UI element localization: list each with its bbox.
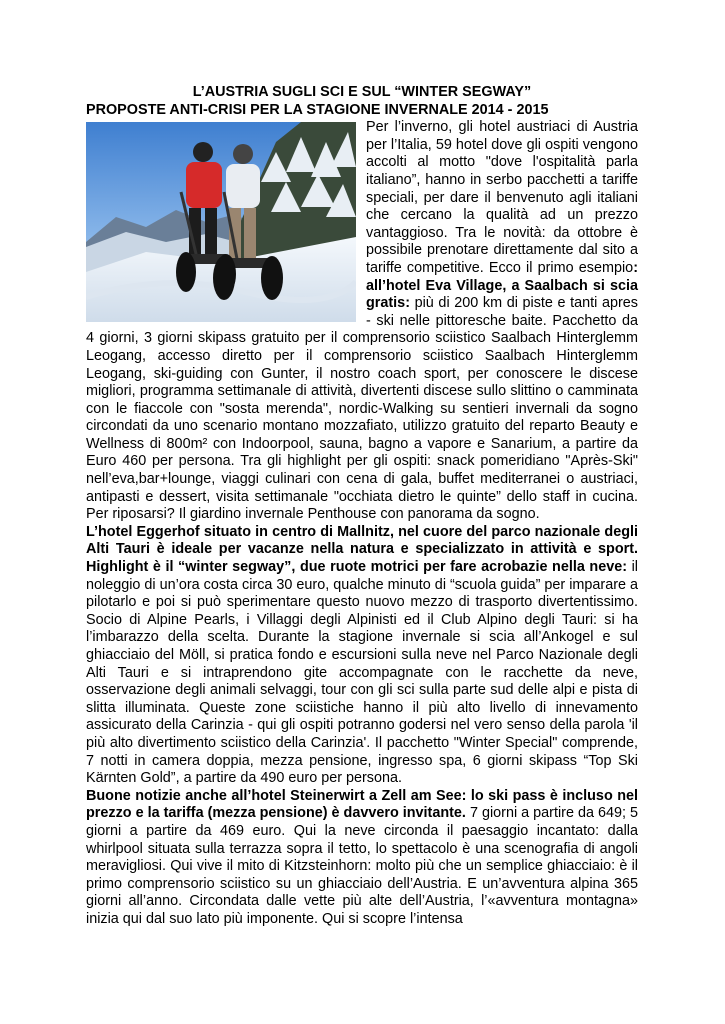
paragraph2-highlight: L’hotel Eggerhof situato in centro di Mallnitz, nel cuore del parco nazionale degli Alti Tauri è ideale per vacanze nella natura e specializzato in attività e sport. Highlight è il “winter segway”, due ruote motrici per fare acrobazie nella neve:: [86, 523, 638, 576]
paragraph3-text: 7 giorni a partire da 649; 5 giorni a partire da 469 euro. Qui la neve circonda il paesaggio incantato: dalla whirlpool situata sulla terrazza sopra il tetto, lo spettacolo è una scenografia di angoli meravigliosi. Qui vive il mito di Kitzsteinhorn: molto più che un semplice ghiacciaio: è il primo comprensorio sciistico su un ghiacciaio dell’Austria. E un’avventura alpina 365 giorni all’anno. Circondata dalle vette più alte dell’Austria, l’«avventura montagna» inizia qui dal suo lato più imponente. Qui si scopre l’intensa: [86, 805, 638, 927]
paragraph3-highlight: Buone notizie anche all’hotel Steinerwirt a Zell am See: lo ski pass è incluso nel prezzo e la tariffa (mezza pensione) è davvero invitante.: [86, 787, 638, 822]
article-title: L’AUSTRIA SUGLI SCI E SUL “WINTER SEGWAY”: [192, 84, 532, 100]
paragraph1-text-a: Per l’inverno, gli hotel austriaci di Austria per l’Italia, 59 hotel dove gli ospiti vengono accolti al motto "dove l'ospitalità parla italiano”, hanno in serbo pacchetti a tariffe speciali, per dare il benvenuto agli italiani che cercano la qualità ad un prezzo vantaggioso. Tra le novità: da ottobre è possibile prenotare direttamente dal sito a tariffe competitive. Ecco il primo esempio: [366, 119, 638, 276]
paragraph2-text: il noleggio di un’ora costa circa 30 euro, qualche minuto di “scuola guida” per imparare a pilotarlo e poi si può sperimentare questo nuovo mezzo di trasporto divertentissimo. Socio di Alpine Pearls, i Villaggi degli Alpinisti ed il Club Alpino degli Tauri: si ha l’imbarazzo della scelta. Durante la stagione invernale si scia all’Ankogel e sul ghiacciaio del Möll, si pratica fondo e escursioni sulla neve nel Parco Nazionale degli Alti Tauri e si intraprendono gite accompagnate con le racchette da neve, osservazione degli animali selvaggi, tour con gli sci sulla parte sud delle alpi e pista di slitta illuminata. Queste zone sciistiche hanno il più alto livello di innevamento assicurato della Carinzia - qui gli ospiti potranno godersi nel vero senso della parola 'il più alto divertimento sciistico della Carinzia'. Il pacchetto "Winter Special" comprende, 7 notti in camera doppia, mezza pensione, ingresso spa, 6 giorni skipass “Top Ski Kärnten Gold”, a partire da 490 euro per persona.: [86, 559, 638, 787]
paragraph-steinerwirt: [86, 788, 638, 929]
paragraph-eva-village: [86, 119, 638, 524]
paragraph1-text-b: più di 200 km di piste e tanti apres - ski nelle pittoresche baite. Pacchetto da 4 giorni, 3 giorni skipass gratuito per il comprensorio sciistico Saalbach Hinterglemm Leogang, accesso diretto per il comprensorio sciistico Saalbach Hinterglemm Leogang, ski-guiding con Gunter, il nostro coach sport, per conoscere le discese migliori, programma settimanale di attività, divertenti discese sullo slittino o camminata con le fiaccole con "sosta merenda", nordic-Walking su sentieri invernali da sogno circondati da uno scenario montano mozzafiato, utilizzo gratuito del reparto Beauty e Wellness di 800m² con Indoorpool, sauna, bagno a vapore e Sanarium, a partire da Euro 460 per persona. Tra gli highlight per gli ospiti: snack pomeridiano "Après-Ski" nell’eva,bar+lounge, viaggi culinari con cena di gala, buffet mediterranei o austriaci, antipasti e dessert, visita settimanale "occhiata dietro le quinte” dello staff in cucina. Per riposarsi? Il giardino invernale Penthouse con panorama da sogno.: [86, 295, 638, 523]
article-body: [86, 84, 638, 929]
article-subtitle: PROPOSTE ANTI-CRISI PER LA STAGIONE INVERNALE 2014 - 2015: [86, 101, 549, 118]
segway-photo: [86, 122, 356, 322]
paragraph-eggerhof: [86, 524, 638, 788]
paragraph1-highlight: : all’hotel Eva Village, a Saalbach si scia gratis:: [366, 259, 638, 312]
